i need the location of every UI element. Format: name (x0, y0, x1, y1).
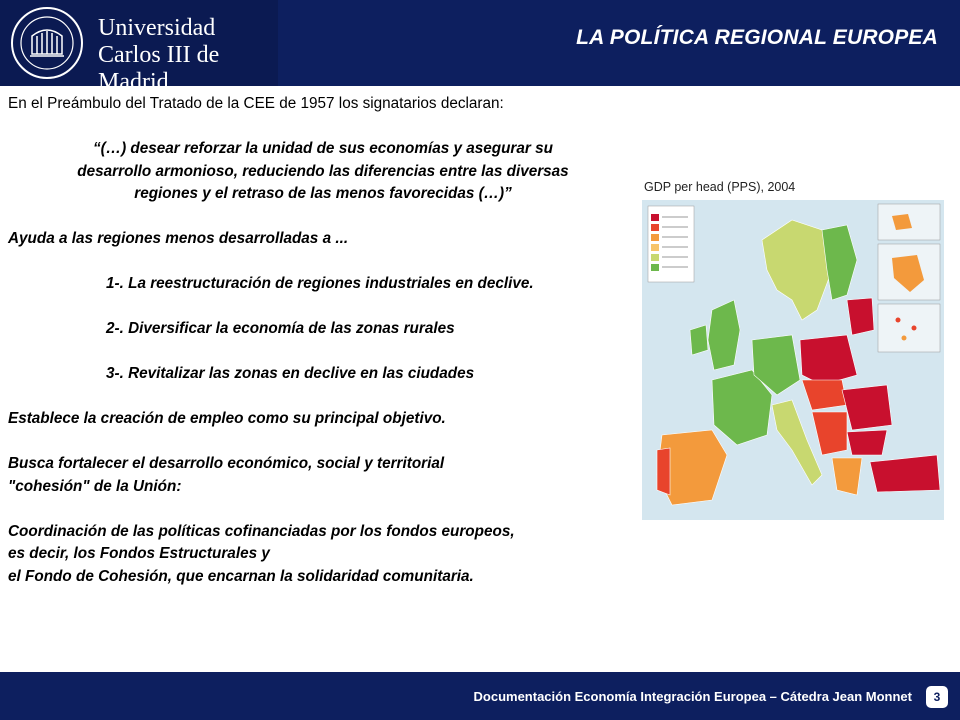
aid-heading: Ayuda a las regiones menos desarrolladas a ... (8, 230, 349, 247)
header-bar (0, 0, 960, 95)
university-name-line2: Carlos III de Madrid (98, 42, 220, 95)
university-name-line1: Universidad (98, 15, 216, 41)
aid-item-3: 3-. Revitalizar las zonas en declive en las ciudades (106, 365, 475, 382)
university-name (98, 15, 278, 96)
map-legend (648, 206, 694, 282)
university-seal-icon (10, 6, 84, 80)
europe-gdp-map (642, 200, 944, 520)
map-insets (878, 204, 940, 352)
page-number: 3 (926, 686, 948, 708)
footer-text: Documentación Economía Integración Europea – Cátedra Jean Monnet (473, 689, 912, 704)
aid-item-1: 1-. La reestructuración de regiones industriales en declive. (106, 275, 534, 292)
cohesion-line-1: Busca fortalecer el desarrollo económico, social y territorial (8, 455, 445, 472)
footer-bar (0, 672, 960, 720)
quote-line-1: “(…) desear reforzar la unidad de sus economías y asegurar su (93, 140, 553, 157)
coordination-line-3: el Fondo de Cohesión, que encarnan la solidaridad comunitaria. (8, 567, 474, 585)
cohesion-line-2: "cohesión" de la Unión: (8, 477, 182, 495)
quote-line-2: desarrollo armonioso, reduciendo las diferencias entre las diversas (77, 162, 569, 180)
slide-content (8, 93, 638, 588)
coordination-line-2: es decir, los Fondos Estructurales y (8, 545, 270, 562)
quote-line-3: regiones y el retraso de las menos favorecidas (…)” (134, 185, 512, 202)
gdp-map-figure (642, 178, 944, 520)
university-logo (0, 0, 278, 95)
aid-item-2: 2-. Diversificar la economía de las zonas rurales (106, 320, 455, 337)
coordination-line-1: Coordinación de las políticas cofinanciadas por los fondos europeos, (8, 522, 515, 540)
map-title: GDP per head (PPS), 2004 (644, 180, 796, 194)
slide-title: LA POLÍTICA REGIONAL EUROPEA (576, 26, 938, 49)
intro-text: En el Preámbulo del Tratado de la CEE de 1957 los signatarios declaran: (8, 95, 504, 112)
employment-text: Establece la creación de empleo como su principal objetivo. (8, 410, 446, 427)
